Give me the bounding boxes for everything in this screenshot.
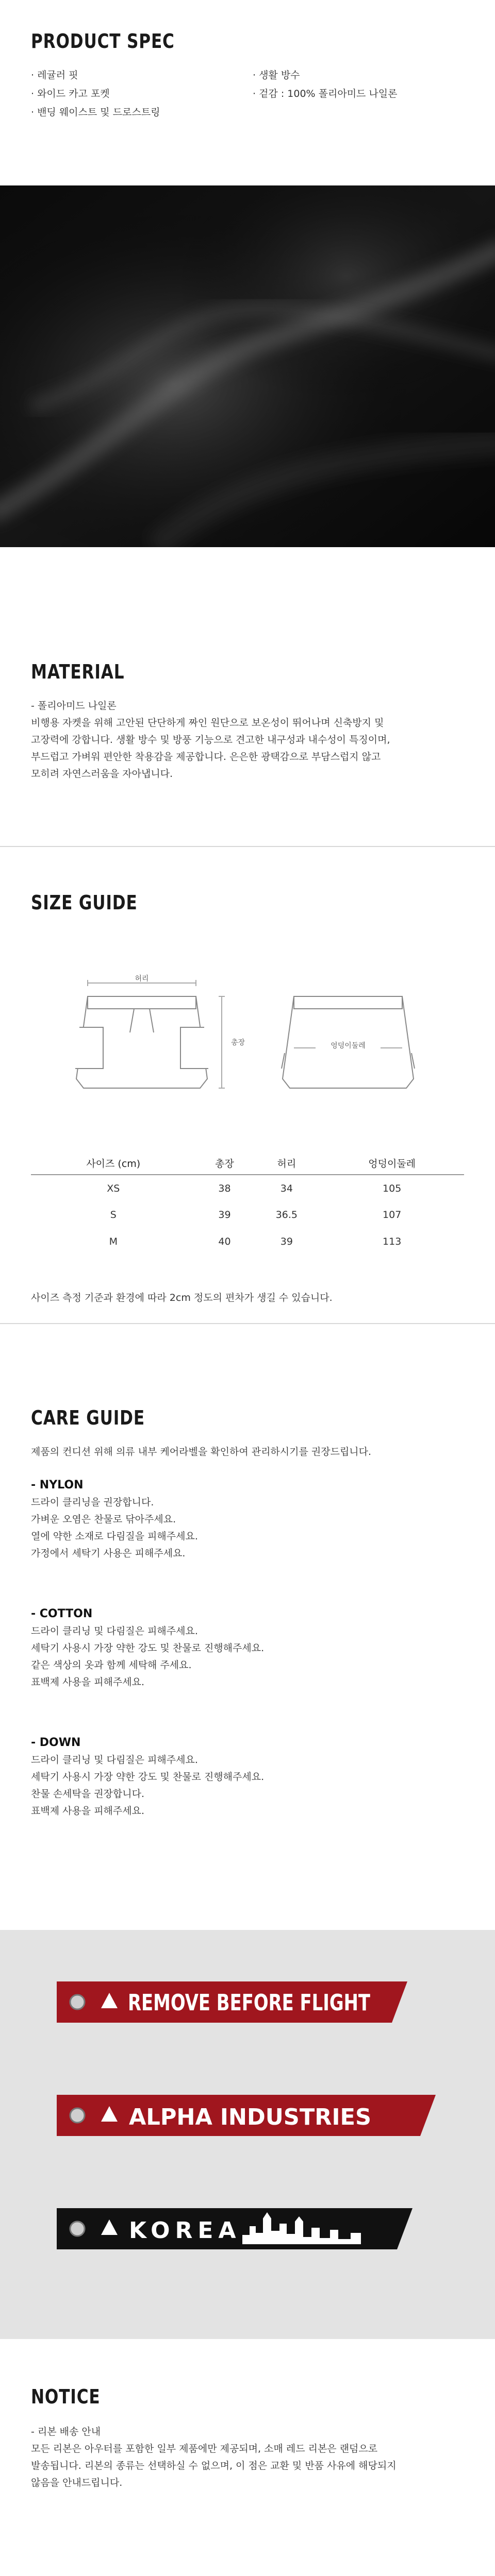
- care-line: 열에 약한 소재로 다림질을 피해주세요.: [31, 1531, 198, 1542]
- table-row: [31, 1175, 464, 1201]
- care-block-title: - DOWN: [31, 1736, 81, 1749]
- spec-item: · 생활 방수: [253, 70, 300, 81]
- ribbon-tag-text: KOREA: [129, 2217, 241, 2244]
- care-block-cotton: [31, 1605, 264, 1691]
- spec-list-right: [253, 66, 398, 103]
- care-line: 가정에서 세탁기 사용은 피해주세요.: [31, 1548, 186, 1559]
- care-block-title: - NYLON: [31, 1479, 84, 1492]
- table-cell: 39: [218, 1209, 231, 1221]
- size-guide-title: SIZE GUIDE: [31, 891, 138, 914]
- diagram-length-label: 총장: [231, 1039, 245, 1047]
- care-guide-title: CARE GUIDE: [31, 1406, 145, 1429]
- care-line: 표백제 사용을 피해주세요.: [31, 1805, 145, 1817]
- care-block-nylon: [31, 1477, 198, 1562]
- care-block-title: - COTTON: [31, 1607, 93, 1620]
- notice-title: NOTICE: [31, 2385, 101, 2408]
- material-title: MATERIAL: [31, 660, 125, 683]
- care-line: 드라이 클리닝 및 다림질은 피해주세요.: [31, 1754, 198, 1766]
- notice-line: 않음을 안내드립니다.: [31, 2477, 123, 2488]
- spec-item: · 와이드 카고 포켓: [31, 88, 110, 99]
- care-line: 같은 색상의 옷과 함께 세탁해 주세요.: [31, 1659, 192, 1671]
- table-cell: 39: [280, 1236, 293, 1247]
- table-cell: 36.5: [275, 1209, 298, 1221]
- size-table-header: [31, 1152, 464, 1175]
- size-table: [31, 1152, 464, 1255]
- table-cell: XS: [107, 1182, 120, 1194]
- care-guide-section: [0, 1324, 495, 1917]
- table-row: [31, 1228, 464, 1255]
- material-line: 고장력에 강합니다. 생활 방수 및 방풍 기능으로 견고한 내구성과 내수성이 특징이며,: [31, 734, 390, 745]
- grommet-icon: [70, 2222, 85, 2236]
- material-line: 비행용 자켓을 위해 고안된 단단하게 짜인 원단으로 보온성이 뛰어나며 신축방지 및: [31, 717, 384, 728]
- table-cell: 105: [383, 1182, 402, 1194]
- spec-item: · 겉감 : 100% 폴리아미드 나일론: [253, 88, 398, 99]
- ribbon-tag-text: REMOVE BEFORE FLIGHT: [128, 1990, 370, 2016]
- table-cell: S: [110, 1209, 117, 1221]
- table-cell: M: [109, 1236, 118, 1247]
- material-line: 모히려 자연스러움을 자아냅니다.: [31, 768, 173, 779]
- notice-body: [31, 2424, 469, 2492]
- ribbon-tags-graphic: [0, 1930, 495, 2339]
- care-line: 드라이 클리닝 및 다림질은 피해주세요.: [31, 1625, 198, 1637]
- waist-column-header: 허리: [253, 1152, 320, 1175]
- table-cell: 113: [383, 1236, 402, 1247]
- ribbon-tag-remove-before-flight: [57, 1981, 407, 2023]
- table-row: [31, 1201, 464, 1228]
- notice-line: - 리본 배송 안내: [31, 2426, 101, 2437]
- care-line: 찬물 손세탁을 권장합니다.: [31, 1788, 145, 1800]
- care-block-down: [31, 1734, 264, 1820]
- spec-list-left: [31, 66, 160, 122]
- ribbon-tag-text: ALPHA INDUSTRIES: [129, 2104, 371, 2130]
- length-column-header: 총장: [196, 1152, 254, 1175]
- material-line: - 폴리아미드 나일론: [31, 700, 117, 711]
- spec-item: · 레귤러 핏: [31, 70, 78, 81]
- fabric-texture-image: [0, 185, 495, 547]
- fabric-texture-graphic: [0, 185, 495, 547]
- notice-section: [0, 2339, 495, 2576]
- table-cell: 38: [218, 1182, 231, 1194]
- grommet-icon: [70, 2108, 85, 2123]
- size-note: 사이즈 측정 기준과 환경에 따라 2cm 정도의 편차가 생길 수 있습니다.: [31, 1292, 333, 1303]
- notice-line: 모든 리본은 아우터를 포함한 일부 제품에만 제공되며, 소매 레드 리본은 랜덤으로: [31, 2443, 378, 2454]
- grommet-icon: [70, 1995, 85, 2009]
- skirt-size-diagram: [72, 950, 433, 1110]
- table-cell: 107: [383, 1209, 402, 1221]
- hip-column-header: 엉덩이둘레: [320, 1152, 464, 1175]
- size-guide-section: [0, 852, 495, 1342]
- care-line: 가벼운 오염은 찬물로 닦아주세요.: [31, 1514, 176, 1525]
- product-spec-title: PRODUCT SPEC: [31, 30, 175, 53]
- diagram-hip-label: 엉덩이둘레: [331, 1042, 366, 1050]
- ribbon-tag-korea: [57, 2208, 412, 2249]
- table-cell: 40: [218, 1236, 231, 1247]
- size-column-header: 사이즈 (cm): [31, 1152, 196, 1175]
- material-line: 부드럽고 가벼워 편안한 착용감을 제공합니다. 은은한 광택감으로 부담스럽지 않고: [31, 751, 381, 762]
- spec-item: · 밴딩 웨이스트 및 드로스트링: [31, 107, 160, 118]
- product-spec-section: [0, 0, 495, 185]
- notice-line: 발송됩니다. 리본의 종류는 선택하실 수 없으며, 이 점은 교환 및 반품 사유에 해당되지: [31, 2460, 397, 2471]
- care-line: 세탁기 사용시 가장 약한 강도 및 찬물로 진행해주세요.: [31, 1771, 265, 1783]
- care-line: 세탁기 사용시 가장 약한 강도 및 찬물로 진행해주세요.: [31, 1642, 265, 1654]
- care-line: 드라이 클리닝을 권장합니다.: [31, 1497, 154, 1508]
- table-cell: 34: [280, 1182, 293, 1194]
- care-line: 표백제 사용을 피해주세요.: [31, 1676, 145, 1688]
- ribbon-tag-alpha-industries: [57, 2095, 436, 2136]
- care-intro: 제품의 컨디션 위해 의류 내부 케어라벨을 확인하여 관리하시기를 권장드립니다.: [31, 1446, 372, 1458]
- material-section: [0, 547, 495, 852]
- ribbon-tags-image: [0, 1930, 495, 2339]
- diagram-waist-label: 허리: [135, 975, 149, 983]
- section-divider: [0, 846, 495, 847]
- material-description: [31, 698, 469, 783]
